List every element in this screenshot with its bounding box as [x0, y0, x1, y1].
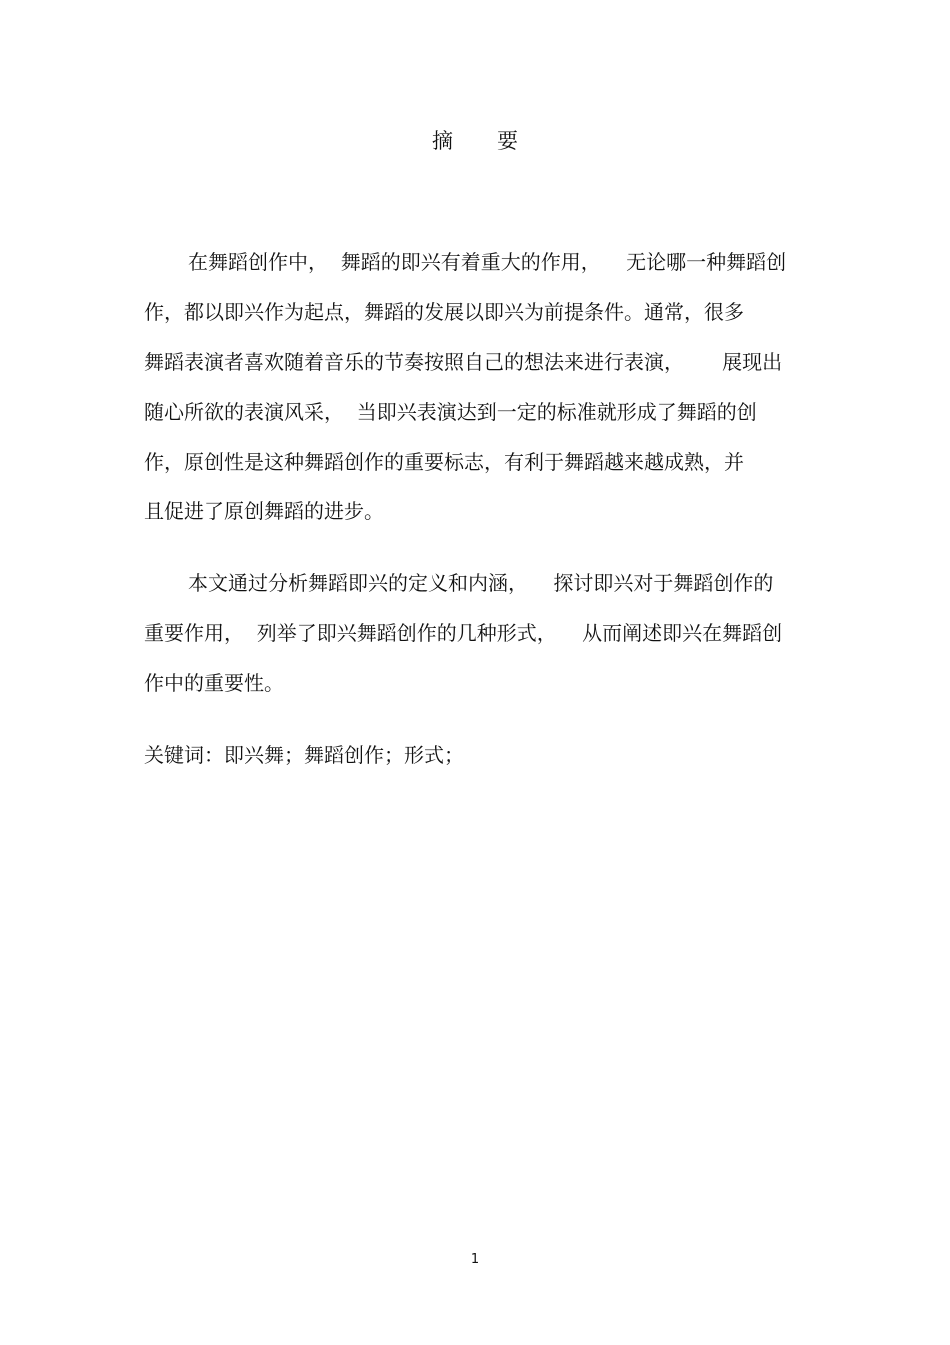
paragraph-2-line-2: 重要作用， 列举了即兴舞蹈创作的几种形式， 从而阐述即兴在舞蹈创: [144, 621, 783, 645]
paragraph-1-line-4: 随心所欲的表演风采， 当即兴表演达到一定的标准就形成了舞蹈的创: [144, 400, 757, 424]
paragraph-1-line-3: 舞蹈表演者喜欢随着音乐的节奏按照自己的想法来进行表演， 展现出: [144, 350, 783, 374]
paragraph-1-line-2: 作，都以即兴作为起点，舞蹈的发展以即兴为前提条件。通常，很多: [144, 300, 744, 324]
keywords-line: 关键词：即兴舞；舞蹈创作；形式；: [144, 743, 464, 767]
paragraph-1-line-1: 在舞蹈创作中， 舞蹈的即兴有着重大的作用， 无论哪一种舞蹈创: [188, 250, 787, 274]
abstract-title: 摘要: [432, 129, 562, 153]
paragraph-2-line-1: 本文通过分析舞蹈即兴的定义和内涵， 探讨即兴对于舞蹈创作的: [188, 571, 774, 595]
paragraph-1-line-6: 且促进了原创舞蹈的进步。: [144, 499, 384, 523]
page-number: 1: [470, 1252, 480, 1267]
paragraph-2-line-3: 作中的重要性。: [144, 671, 284, 695]
paragraph-1-line-5: 作，原创性是这种舞蹈创作的重要标志，有利于舞蹈越来越成熟，并: [144, 450, 744, 474]
